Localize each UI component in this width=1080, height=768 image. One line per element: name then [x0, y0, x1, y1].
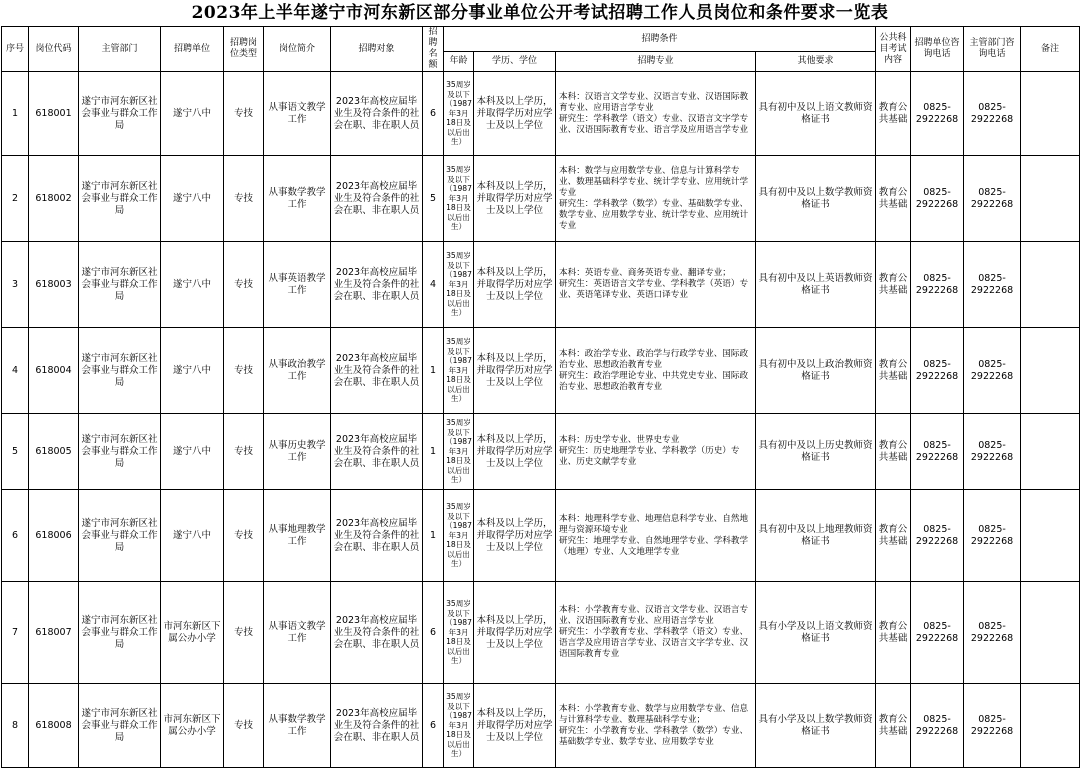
- cell-dept: 遂宁市河东新区社会事业与群众工作局: [79, 156, 161, 242]
- cell-age: 35周岁及以下（1987年3月18日及以后出生）: [444, 72, 474, 156]
- cell-target: 2023年高校应届毕业生及符合条件的社会在职、非在职人员: [331, 684, 423, 768]
- table-row: [2, 242, 1080, 328]
- table-row: [2, 684, 1080, 768]
- cell-edu: 本科及以上学历，并取得学历对应学士及以上学位: [474, 242, 556, 328]
- cell-type: 专技: [224, 72, 264, 156]
- cell-intro: 从事语文教学工作: [264, 582, 331, 684]
- cell-type: 专技: [224, 414, 264, 490]
- cell-quota: 6: [423, 684, 444, 768]
- cell-seq: 7: [2, 582, 29, 684]
- header-edu: 学历、学位: [474, 52, 556, 72]
- cell-dept: 遂宁市河东新区社会事业与群众工作局: [79, 414, 161, 490]
- table-row: [2, 72, 1080, 156]
- cell-age: 35周岁及以下（1987年3月18日及以后出生）: [444, 582, 474, 684]
- cell-unit: 遂宁八中: [161, 490, 224, 582]
- cell-major: 本科：历史学专业、世界史专业 研究生：历史地理学专业、学科教学（历史）专业、历史文献学专业: [556, 414, 756, 490]
- cell-type: 专技: [224, 242, 264, 328]
- cell-major: 本科：小学教育专业、汉语言文学专业、汉语言专业、汉语国际教育专业、应用语言学专业 研究生：小学教育专业、学科教学（语文）专业、语言学及应用语言学专业、汉语言文字学专业、汉语国际教育专业: [556, 582, 756, 684]
- cell-target: 2023年高校应届毕业生及符合条件的社会在职、非在职人员: [331, 582, 423, 684]
- cell-dept-phone: 0825-2922268: [964, 490, 1021, 582]
- cell-subject: 教育公共基础: [876, 328, 911, 414]
- cell-intro: 从事政治教学工作: [264, 328, 331, 414]
- cell-major: 本科：地理科学专业、地理信息科学专业、自然地理与资源环境专业 研究生：地理学专业、自然地理学专业、学科教学（地理）专业、人文地理学专业: [556, 490, 756, 582]
- cell-target: 2023年高校应届毕业生及符合条件的社会在职、非在职人员: [331, 414, 423, 490]
- cell-unit: 遂宁八中: [161, 72, 224, 156]
- cell-intro: 从事语文教学工作: [264, 72, 331, 156]
- cell-unit-phone: 0825-2922268: [911, 72, 964, 156]
- cell-age: 35周岁及以下（1987年3月18日及以后出生）: [444, 156, 474, 242]
- cell-quota: 1: [423, 328, 444, 414]
- cell-seq: 5: [2, 414, 29, 490]
- cell-dept: 遂宁市河东新区社会事业与群众工作局: [79, 328, 161, 414]
- cell-unit-phone: 0825-2922268: [911, 684, 964, 768]
- cell-type: 专技: [224, 328, 264, 414]
- cell-remark: [1021, 156, 1080, 242]
- cell-quota: 4: [423, 242, 444, 328]
- cell-code: 618001: [29, 72, 79, 156]
- cell-dept: 遂宁市河东新区社会事业与群众工作局: [79, 684, 161, 768]
- table-row: [2, 156, 1080, 242]
- cell-seq: 1: [2, 72, 29, 156]
- header-intro: 岗位简介: [264, 27, 331, 72]
- header-major: 招聘专业: [556, 52, 756, 72]
- cell-dept-phone: 0825-2922268: [964, 414, 1021, 490]
- cell-target: 2023年高校应届毕业生及符合条件的社会在职、非在职人员: [331, 156, 423, 242]
- cell-unit: 遂宁八中: [161, 328, 224, 414]
- cell-remark: [1021, 328, 1080, 414]
- cell-unit-phone: 0825-2922268: [911, 328, 964, 414]
- cell-target: 2023年高校应届毕业生及符合条件的社会在职、非在职人员: [331, 490, 423, 582]
- header-seq: 序号: [2, 27, 29, 72]
- cell-unit-phone: 0825-2922268: [911, 156, 964, 242]
- cell-unit: 遂宁八中: [161, 156, 224, 242]
- cell-unit-phone: 0825-2922268: [911, 414, 964, 490]
- cell-other: 具有初中及以上数学教师资格证书: [756, 156, 876, 242]
- cell-subject: 教育公共基础: [876, 242, 911, 328]
- cell-quota: 6: [423, 582, 444, 684]
- cell-subject: 教育公共基础: [876, 72, 911, 156]
- cell-dept: 遂宁市河东新区社会事业与群众工作局: [79, 490, 161, 582]
- cell-type: 专技: [224, 582, 264, 684]
- table-row: [2, 414, 1080, 490]
- cell-unit: 遂宁八中: [161, 242, 224, 328]
- cell-code: 618005: [29, 414, 79, 490]
- cell-remark: [1021, 582, 1080, 684]
- cell-other: 具有初中及以上语文教师资格证书: [756, 72, 876, 156]
- header-unit-phone: 招聘单位咨询电话: [911, 27, 964, 72]
- cell-unit-phone: 0825-2922268: [911, 582, 964, 684]
- cell-intro: 从事数学教学工作: [264, 156, 331, 242]
- cell-dept-phone: 0825-2922268: [964, 156, 1021, 242]
- header-code: 岗位代码: [29, 27, 79, 72]
- header-target: 招聘对象: [331, 27, 423, 72]
- cell-seq: 4: [2, 328, 29, 414]
- cell-code: 618008: [29, 684, 79, 768]
- cell-unit: 市河东新区下属公办小学: [161, 582, 224, 684]
- cell-seq: 8: [2, 684, 29, 768]
- header-other: 其他要求: [756, 52, 876, 72]
- cell-edu: 本科及以上学历，并取得学历对应学士及以上学位: [474, 328, 556, 414]
- cell-intro: 从事数学教学工作: [264, 684, 331, 768]
- cell-quota: 6: [423, 72, 444, 156]
- cell-intro: 从事地理教学工作: [264, 490, 331, 582]
- cell-remark: [1021, 490, 1080, 582]
- cell-edu: 本科及以上学历，并取得学历对应学士及以上学位: [474, 582, 556, 684]
- header-type: 招聘岗位类型: [224, 27, 264, 72]
- recruitment-table: [1, 26, 1080, 768]
- table-header: [2, 27, 1080, 72]
- cell-other: 具有初中及以上政治教师资格证书: [756, 328, 876, 414]
- cell-edu: 本科及以上学历，并取得学历对应学士及以上学位: [474, 72, 556, 156]
- cell-dept-phone: 0825-2922268: [964, 582, 1021, 684]
- cell-type: 专技: [224, 156, 264, 242]
- cell-age: 35周岁及以下（1987年3月18日及以后出生）: [444, 242, 474, 328]
- cell-edu: 本科及以上学历，并取得学历对应学士及以上学位: [474, 156, 556, 242]
- cell-dept-phone: 0825-2922268: [964, 72, 1021, 156]
- cell-subject: 教育公共基础: [876, 414, 911, 490]
- cell-remark: [1021, 72, 1080, 156]
- cell-dept-phone: 0825-2922268: [964, 328, 1021, 414]
- cell-intro: 从事历史教学工作: [264, 414, 331, 490]
- cell-major: 本科：数学与应用数学专业、信息与计算科学专业、数理基础科学专业、统计学专业、应用统计学专业 研究生：学科教学（数学）专业、基础数学专业、数学专业、应用数学专业、统计学专业、应用统计专业: [556, 156, 756, 242]
- table-body: [2, 72, 1080, 768]
- header-subject: 公共科目考试内容: [876, 27, 911, 72]
- cell-edu: 本科及以上学历，并取得学历对应学士及以上学位: [474, 490, 556, 582]
- cell-remark: [1021, 684, 1080, 768]
- cell-seq: 6: [2, 490, 29, 582]
- cell-subject: 教育公共基础: [876, 490, 911, 582]
- cell-unit-phone: 0825-2922268: [911, 490, 964, 582]
- cell-intro: 从事英语教学工作: [264, 242, 331, 328]
- cell-edu: 本科及以上学历，并取得学历对应学士及以上学位: [474, 414, 556, 490]
- header-dept: 主管部门: [79, 27, 161, 72]
- header-remark: 备注: [1021, 27, 1080, 72]
- cell-age: 35周岁及以下（1987年3月18日及以后出生）: [444, 684, 474, 768]
- header-quota: 招聘名额: [423, 27, 444, 72]
- cell-unit: 市河东新区下属公办小学: [161, 684, 224, 768]
- cell-major: 本科：汉语言文学专业、汉语言专业、汉语国际教育专业、应用语言学专业 研究生：学科教学（语文）专业、汉语言文字学专业、汉语国际教育专业、语言学及应用语言学专业: [556, 72, 756, 156]
- cell-subject: 教育公共基础: [876, 684, 911, 768]
- cell-seq: 2: [2, 156, 29, 242]
- header-unit: 招聘单位: [161, 27, 224, 72]
- cell-dept-phone: 0825-2922268: [964, 242, 1021, 328]
- table-row: [2, 582, 1080, 684]
- cell-dept-phone: 0825-2922268: [964, 684, 1021, 768]
- cell-code: 618007: [29, 582, 79, 684]
- cell-age: 35周岁及以下（1987年3月18日及以后出生）: [444, 490, 474, 582]
- cell-target: 2023年高校应届毕业生及符合条件的社会在职、非在职人员: [331, 242, 423, 328]
- cell-major: 本科：小学教育专业、数学与应用数学专业、信息与计算科学专业、数理基础科学专业； 研究生：小学教育专业、学科教学（数学）专业、基础数学专业、数学专业、应用数学专业: [556, 684, 756, 768]
- header-conditions: 招聘条件: [444, 27, 876, 52]
- cell-age: 35周岁及以下（1987年3月18日及以后出生）: [444, 328, 474, 414]
- cell-quota: 1: [423, 414, 444, 490]
- cell-code: 618003: [29, 242, 79, 328]
- cell-dept: 遂宁市河东新区社会事业与群众工作局: [79, 72, 161, 156]
- cell-type: 专技: [224, 490, 264, 582]
- cell-code: 618002: [29, 156, 79, 242]
- table-row: [2, 328, 1080, 414]
- cell-unit-phone: 0825-2922268: [911, 242, 964, 328]
- cell-type: 专技: [224, 684, 264, 768]
- cell-other: 具有小学及以上数学教师资格证书: [756, 684, 876, 768]
- cell-major: 本科：英语专业、商务英语专业、翻译专业； 研究生：英语语言文学专业、学科教学（英语）专业、英语笔译专业、英语口译专业: [556, 242, 756, 328]
- cell-edu: 本科及以上学历，并取得学历对应学士及以上学位: [474, 684, 556, 768]
- cell-quota: 5: [423, 156, 444, 242]
- cell-dept: 遂宁市河东新区社会事业与群众工作局: [79, 582, 161, 684]
- cell-unit: 遂宁八中: [161, 414, 224, 490]
- cell-subject: 教育公共基础: [876, 582, 911, 684]
- cell-remark: [1021, 242, 1080, 328]
- cell-age: 35周岁及以下（1987年3月18日及以后出生）: [444, 414, 474, 490]
- cell-remark: [1021, 414, 1080, 490]
- cell-target: 2023年高校应届毕业生及符合条件的社会在职、非在职人员: [331, 328, 423, 414]
- cell-subject: 教育公共基础: [876, 156, 911, 242]
- page-title: 2023年上半年遂宁市河东新区部分事业单位公开考试招聘工作人员岗位和条件要求一览表: [191, 3, 889, 23]
- cell-other: 具有小学及以上语文教师资格证书: [756, 582, 876, 684]
- cell-target: 2023年高校应届毕业生及符合条件的社会在职、非在职人员: [331, 72, 423, 156]
- cell-quota: 1: [423, 490, 444, 582]
- header-age: 年龄: [444, 52, 474, 72]
- cell-code: 618004: [29, 328, 79, 414]
- cell-code: 618006: [29, 490, 79, 582]
- cell-other: 具有初中及以上英语教师资格证书: [756, 242, 876, 328]
- table-row: [2, 490, 1080, 582]
- cell-other: 具有初中及以上地理教师资格证书: [756, 490, 876, 582]
- header-dept-phone: 主管部门咨询电话: [964, 27, 1021, 72]
- cell-dept: 遂宁市河东新区社会事业与群众工作局: [79, 242, 161, 328]
- cell-major: 本科：政治学专业、政治学与行政学专业、国际政治专业、思想政治教育专业 研究生：政治学理论专业、中共党史专业、国际政治专业、思想政治教育专业: [556, 328, 756, 414]
- cell-seq: 3: [2, 242, 29, 328]
- cell-other: 具有初中及以上历史教师资格证书: [756, 414, 876, 490]
